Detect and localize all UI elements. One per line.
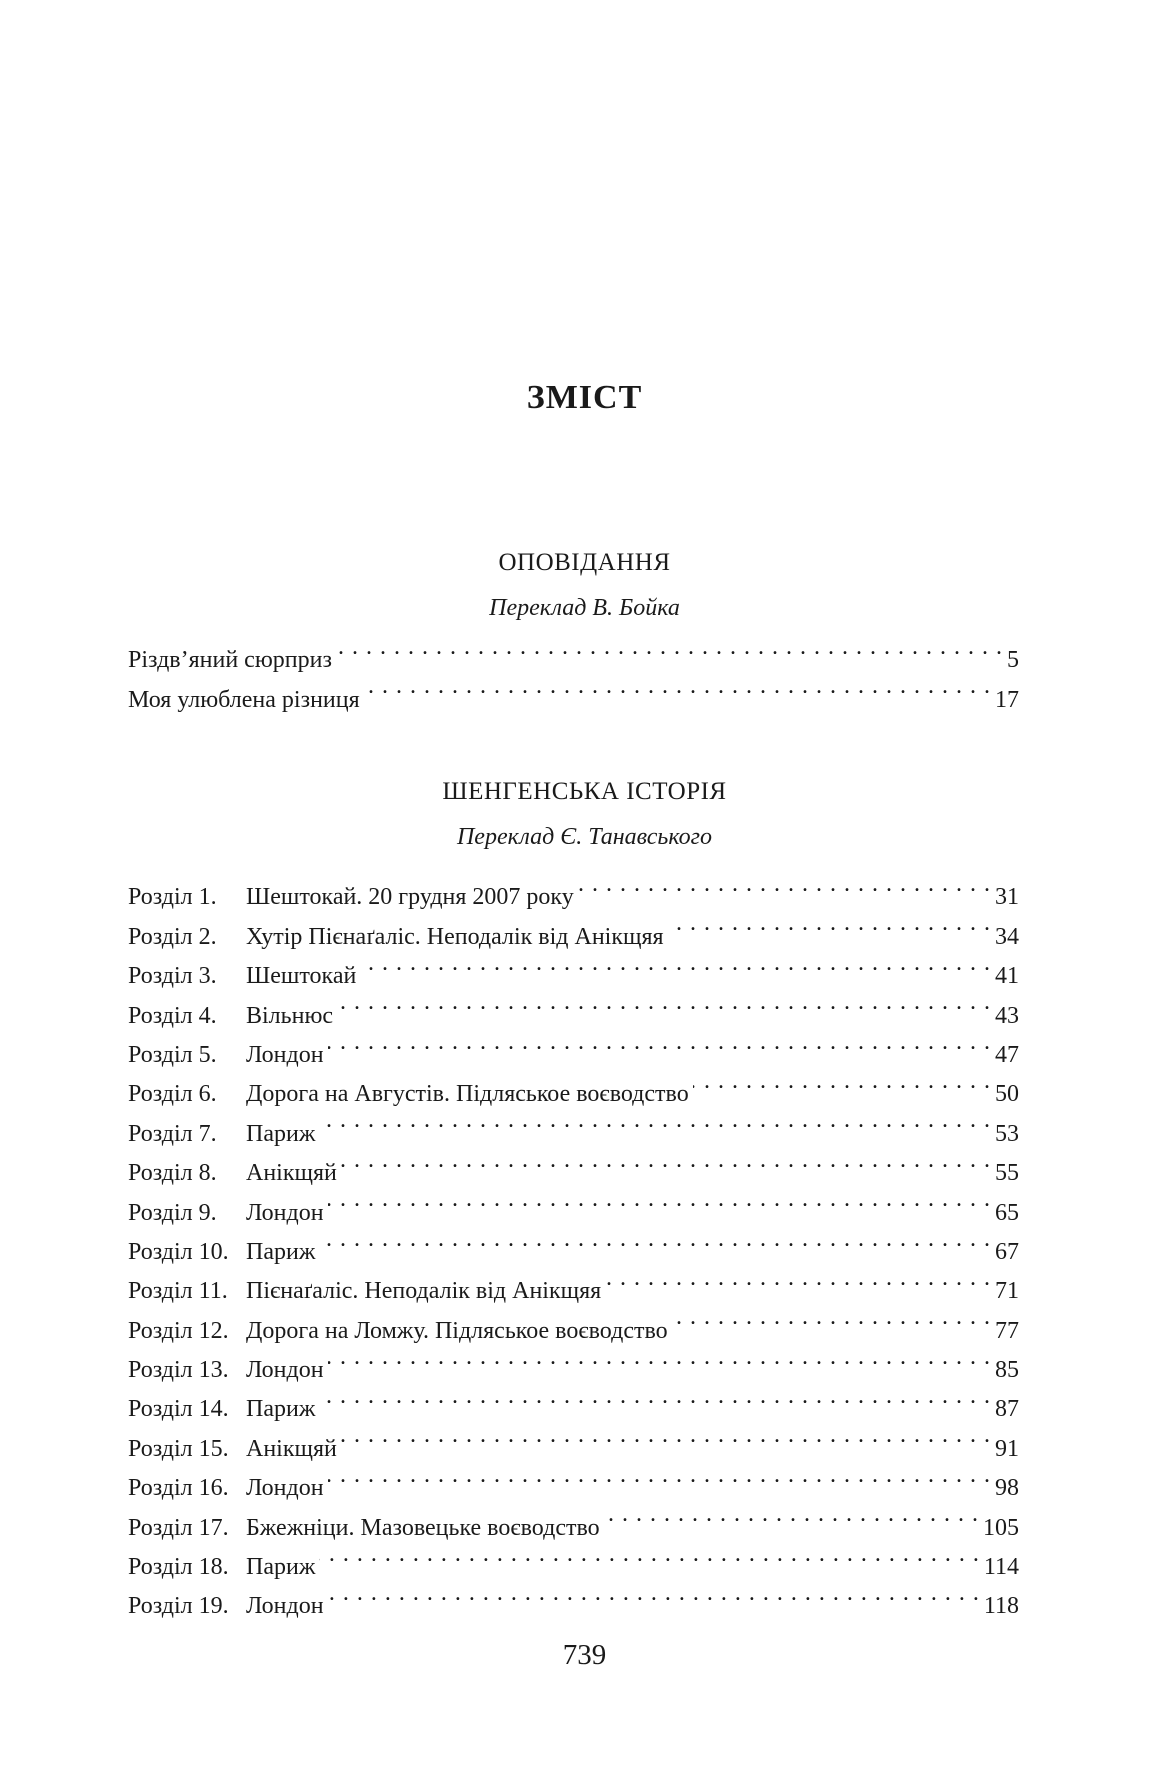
toc-entry-title: Париж (246, 1238, 316, 1265)
toc-entry-label: Розділ 10. (128, 1238, 229, 1265)
dot-leader (360, 944, 991, 983)
dot-leader (336, 628, 1003, 667)
toc-entry-label: Розділ 1. (128, 884, 217, 911)
toc-entry-label: Розділ 16. (128, 1475, 229, 1502)
toc-entry-page: 55 (995, 1160, 1019, 1187)
toc-entry-page: 77 (995, 1317, 1019, 1344)
toc-entry-label: Розділ 5. (128, 1041, 217, 1068)
dot-leader (319, 1101, 991, 1140)
toc-entry-title: Лондон (246, 1199, 324, 1226)
toc-entry-page: 53 (995, 1120, 1019, 1147)
toc-entry-title: Париж (246, 1396, 316, 1423)
toc-entry-label: Розділ 4. (128, 1002, 217, 1029)
dot-leader (328, 1023, 991, 1062)
toc-entry-label: Розділ 11. (128, 1278, 228, 1305)
dot-leader (341, 1416, 991, 1455)
dot-leader (337, 983, 991, 1022)
toc-entry-page: 41 (995, 963, 1019, 990)
toc-entry-page: 67 (995, 1238, 1019, 1265)
dot-leader (328, 1574, 980, 1613)
dot-leader (364, 667, 991, 706)
toc-entry-title: Лондон (246, 1475, 324, 1502)
dot-leader (672, 1298, 991, 1337)
dot-leader (693, 1062, 991, 1101)
dot-leader (604, 1495, 979, 1534)
dot-leader (578, 865, 991, 904)
toc-entry-page: 85 (995, 1357, 1019, 1384)
toc-entry-title: Бжежніци. Мазовецьке воєводство (246, 1514, 600, 1541)
toc-entry-title: Шештокай. 20 грудня 2007 року (246, 884, 574, 911)
dot-leader (328, 1338, 991, 1377)
toc-entry-label: Розділ 15. (128, 1435, 229, 1462)
toc-entry-label: Розділ 14. (128, 1396, 229, 1423)
toc-entry-title: Анікщяй (246, 1435, 337, 1462)
toc-entry-page: 50 (995, 1081, 1019, 1108)
toc-entry-title: Хутір Пієнаґаліс. Неподалік від Анікщяя (246, 923, 664, 950)
toc-entry-page: 5 (1007, 647, 1019, 674)
toc-entry-title: Дорога на Августів. Підляськое воєводство (246, 1081, 689, 1108)
toc-entry-label: Розділ 18. (128, 1554, 229, 1581)
toc-entry-title: Анікщяй (246, 1160, 337, 1187)
toc-entry-page: 98 (995, 1475, 1019, 1502)
toc-entry-page: 91 (995, 1435, 1019, 1462)
toc-entry-page: 118 (983, 1593, 1019, 1620)
toc-entry-label: Розділ 3. (128, 963, 217, 990)
dot-leader (668, 904, 991, 943)
dot-leader (341, 1141, 991, 1180)
dot-leader (605, 1259, 991, 1298)
dot-leader (328, 1180, 991, 1219)
page-title: ЗМІСТ (526, 379, 643, 416)
toc-entry-label: Розділ 8. (128, 1160, 217, 1187)
toc-entry-page: 34 (995, 923, 1019, 950)
toc-entry-label: Розділ 6. (128, 1081, 217, 1108)
toc-entry-title: Лондон (246, 1357, 324, 1384)
toc-list-schengen (128, 865, 1019, 1620)
toc-entry-title: Шештокай (246, 963, 357, 990)
page-number: 739 (562, 1639, 607, 1671)
toc-entry-page: 65 (995, 1199, 1019, 1226)
toc-entry-title: Лондон (246, 1593, 324, 1620)
toc-entry-page: 43 (995, 1002, 1019, 1029)
toc-entry-page: 47 (995, 1041, 1019, 1068)
toc-entry-label: Розділ 19. (128, 1593, 229, 1620)
toc-entry[interactable] (128, 865, 1019, 911)
toc-entry-label: Розділ 7. (128, 1120, 217, 1147)
toc-entry-page: 71 (995, 1278, 1019, 1305)
toc-entry-page: 105 (983, 1514, 1019, 1541)
toc-entry-title: Дорога на Ломжу. Підляськое воєводство (246, 1317, 668, 1344)
section-heading-schengen: ШЕНГЕНСЬКА ІСТОРІЯ (442, 778, 727, 805)
toc-entry-title: Вільнюс (246, 1002, 334, 1029)
toc-entry-title: Париж (246, 1554, 316, 1581)
section-subheading-stories: Переклад В. Бойка (489, 595, 680, 621)
dot-leader (319, 1377, 991, 1416)
toc-entry-page: 87 (995, 1396, 1019, 1423)
toc-entry-page: 17 (995, 686, 1019, 713)
toc-entry-label: Розділ 13. (128, 1357, 229, 1384)
toc-entry[interactable] (128, 628, 1019, 674)
toc-entry-page: 31 (995, 884, 1019, 911)
section-heading-stories: ОПОВІДАННЯ (498, 549, 671, 576)
section-subheading-schengen: Переклад Є. Танавського (456, 824, 713, 850)
toc-entry-label: Розділ 9. (128, 1199, 217, 1226)
toc-entry-title: Моя улюблена різниця (128, 686, 360, 713)
dot-leader (319, 1535, 979, 1574)
dot-leader (328, 1456, 991, 1495)
toc-entry-title: Різдв’яний сюрприз (128, 647, 332, 674)
toc-entry-title: Пієнаґаліс. Неподалік від Анікщяя (246, 1278, 602, 1305)
toc-entry-title: Лондон (246, 1041, 324, 1068)
toc-list-stories (128, 628, 1019, 713)
toc-entry-page: 114 (983, 1554, 1019, 1581)
toc-entry-title: Париж (246, 1120, 316, 1147)
toc-entry-label: Розділ 2. (128, 923, 217, 950)
toc-entry-label: Розділ 12. (128, 1317, 229, 1344)
toc-entry-label: Розділ 17. (128, 1514, 229, 1541)
dot-leader (319, 1220, 991, 1259)
